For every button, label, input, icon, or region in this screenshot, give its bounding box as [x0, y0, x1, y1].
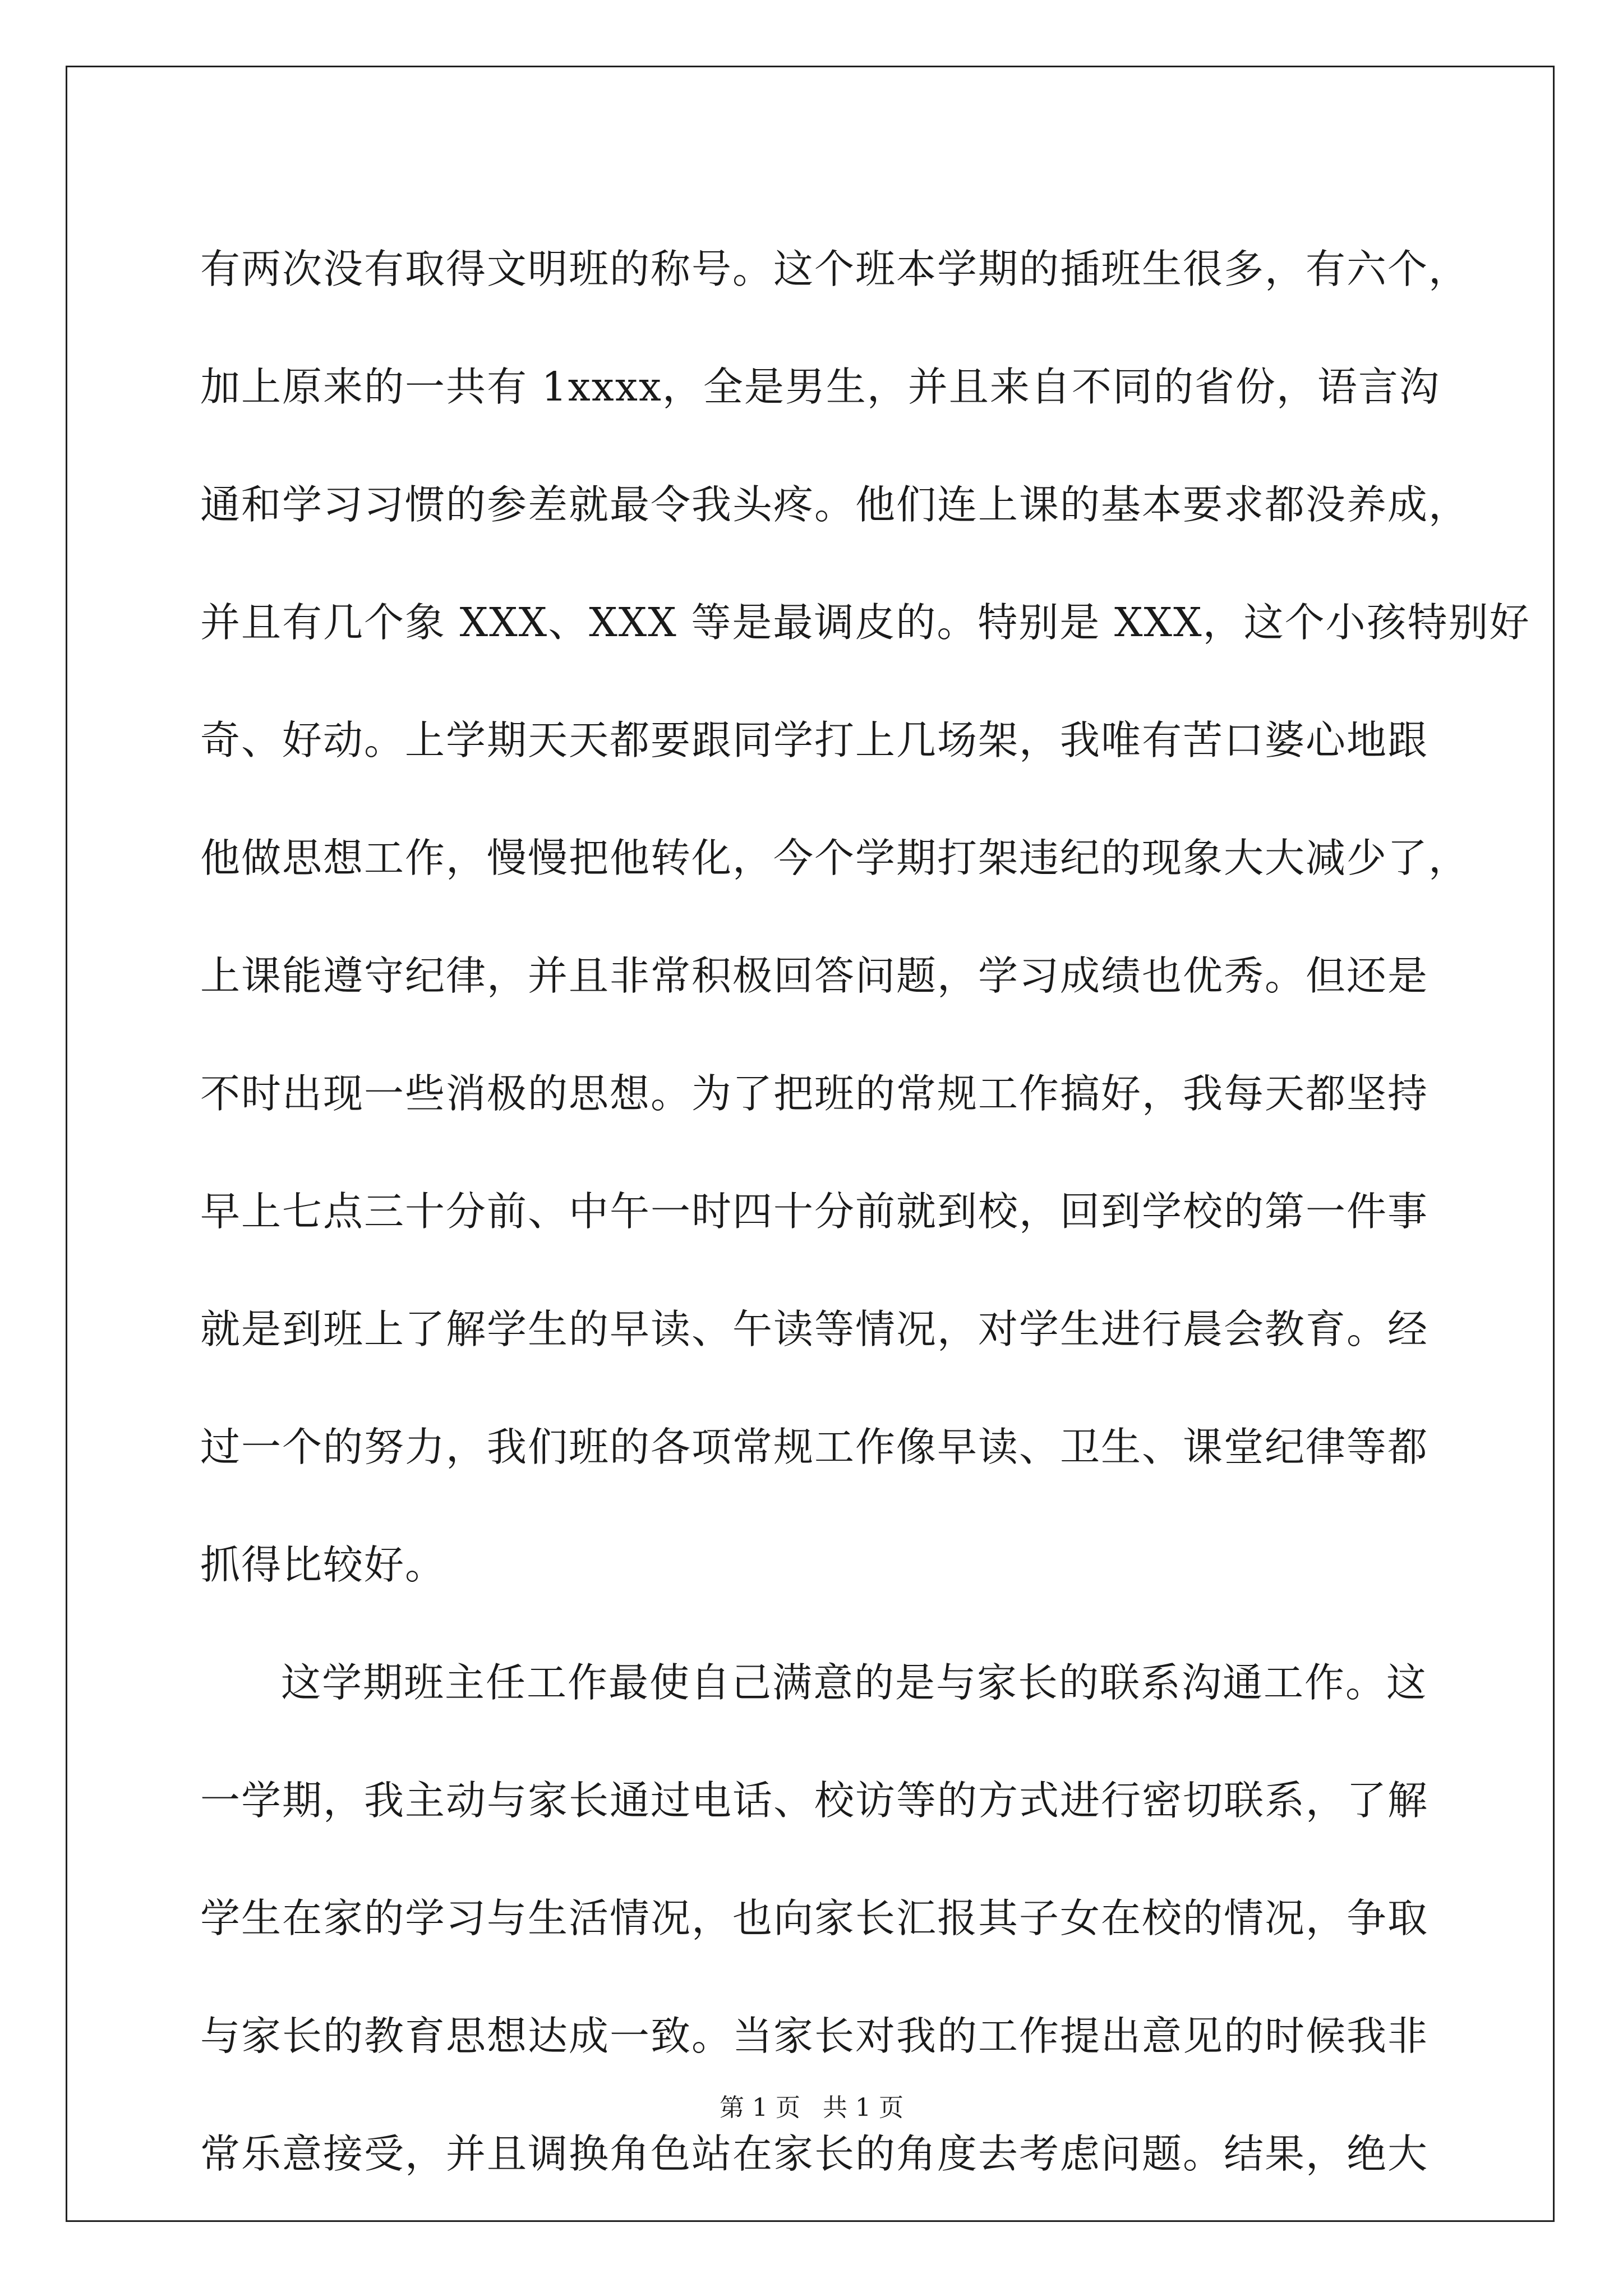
text-line: 过一个的努力，我们班的各项常规工作像早读、卫生、课堂纪律等都: [200, 1424, 1429, 1470]
text-line: 上课能遵守纪律，并且非常积极回答问题，学习成绩也优秀。但还是: [200, 953, 1429, 999]
text-line: 加上原来的一共有 1xxxx，全是男生，并且来自不同的省份，语言沟: [200, 364, 1440, 410]
page-footer: [0, 2091, 1623, 2125]
text-line: 不时出现一些消极的思想。为了把班的常规工作搞好，我每天都坚持: [200, 1070, 1429, 1117]
text-line: 他做思想工作，慢慢把他转化，今个学期打架违纪的现象大大减少了，: [200, 835, 1470, 881]
text-line: 有两次没有取得文明班的称号。这个班本学期的插班生很多，有六个，: [200, 246, 1470, 292]
text-line: 并且有几个象 XXX、XXX 等是最调皮的。特别是 XXX，这个小孩特别好: [200, 599, 1530, 646]
text-line: 常乐意接受，并且调换角色站在家长的角度去考虑问题。结果，绝大: [200, 2131, 1429, 2177]
text-line: 就是到班上了解学生的早读、午读等情况，对学生进行晨会教育。经: [200, 1306, 1429, 1352]
text-line: 学生在家的学习与生活情况，也向家长汇报其子女在校的情况，争取: [200, 1895, 1429, 1941]
page-number: 第 1 页: [720, 2093, 800, 2122]
page-total: 共 1 页: [823, 2093, 903, 2122]
text-line: 与家长的教育思想达成一致。当家长对我的工作提出意见的时候我非: [200, 2013, 1429, 2059]
text-line: 一学期，我主动与家长通过电话、校访等的方式进行密切联系，了解: [200, 1777, 1429, 1824]
text-line: 通和学习习惯的参差就最令我头疼。他们连上课的基本要求都没养成，: [200, 481, 1470, 528]
text-line: 奇、好动。上学期天天都要跟同学打上几场架，我唯有苦口婆心地跟: [200, 717, 1429, 763]
text-line: 抓得比较好。: [200, 1542, 446, 1588]
document-body: [200, 210, 1530, 2213]
text-line: 早上七点三十分前、中午一时四十分前就到校，回到学校的第一件事: [200, 1188, 1429, 1235]
paragraph-start-line: 这学期班主任工作最使自己满意的是与家长的联系沟通工作。这: [281, 1659, 1428, 1706]
